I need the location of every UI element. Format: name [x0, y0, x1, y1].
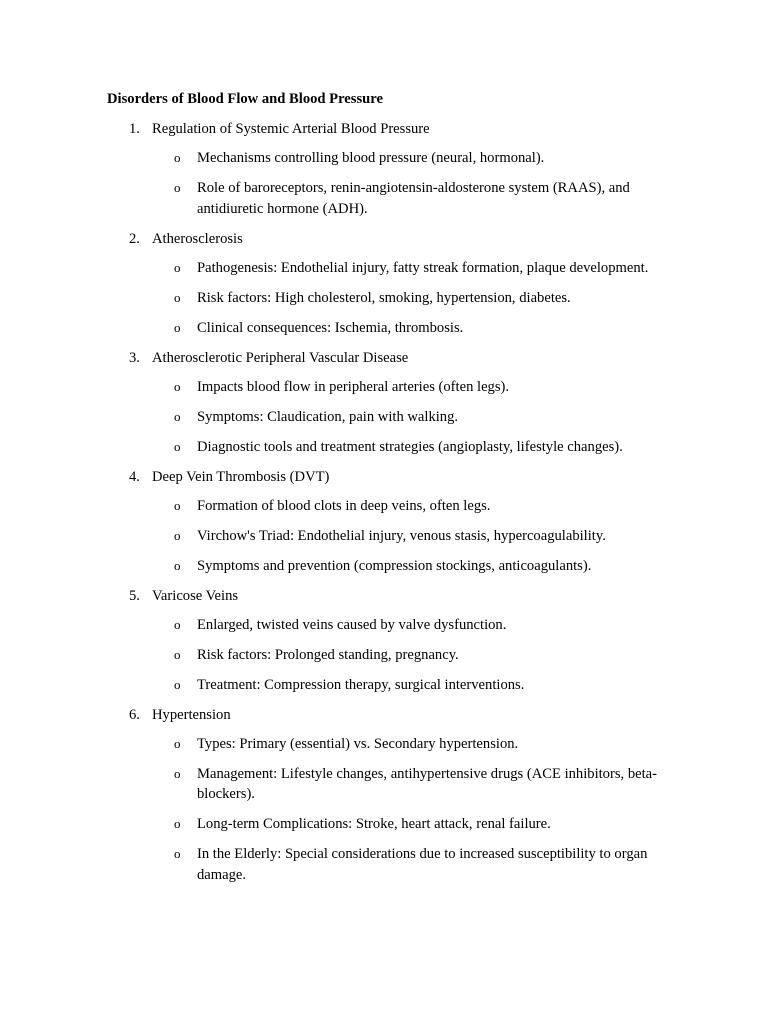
hollow-bullet-icon: o: [174, 646, 181, 662]
bullet-list: [107, 734, 667, 886]
list-section: [107, 119, 667, 219]
list-item-text: Long-term Complications: Stroke, heart attack, renal failure.: [197, 816, 551, 832]
list-item: [107, 675, 667, 696]
list-item: [107, 148, 667, 169]
bullet-list: [107, 496, 667, 577]
list-item: [107, 377, 667, 398]
hollow-bullet-icon: o: [174, 408, 181, 424]
list-item: [107, 844, 667, 885]
hollow-bullet-icon: o: [174, 816, 181, 831]
hollow-bullet-icon: o: [174, 527, 181, 543]
list-item-text: Management: Lifestyle changes, antihypertensive drugs (ACE inhibitors, beta-blockers).: [197, 765, 657, 802]
hollow-bullet-icon: o: [174, 765, 181, 781]
document-page: [107, 89, 667, 895]
section-heading: [107, 586, 667, 606]
list-section: [107, 348, 667, 458]
section-heading-text: Varicose Veins: [152, 587, 239, 604]
section-number: 2.: [129, 230, 140, 247]
section-number: 6.: [129, 706, 140, 723]
list-item: [107, 556, 667, 577]
list-item: [107, 437, 667, 458]
list-item: [107, 526, 667, 547]
hollow-bullet-icon: o: [174, 319, 181, 335]
section-heading-text: Atherosclerotic Peripheral Vascular Disease: [152, 349, 409, 366]
list-item-text: Treatment: Compression therapy, surgical interventions.: [197, 676, 525, 693]
list-item-text: Virchow's Triad: Endothelial injury, venous stasis, hypercoagulability.: [197, 527, 606, 544]
section-heading: [107, 705, 667, 725]
hollow-bullet-icon: o: [174, 735, 181, 751]
hollow-bullet-icon: o: [174, 846, 181, 861]
hollow-bullet-icon: o: [174, 289, 181, 305]
list-item: [107, 645, 667, 666]
list-section: [107, 586, 667, 696]
list-section: [107, 467, 667, 577]
list-item-text: Clinical consequences: Ischemia, thrombosis.: [197, 319, 464, 336]
list-item-text: Formation of blood clots in deep veins, often legs.: [197, 497, 491, 514]
list-item-text: Risk factors: Prolonged standing, pregnancy.: [197, 646, 459, 663]
section-list: [107, 119, 667, 885]
list-item: [107, 258, 667, 279]
hollow-bullet-icon: o: [174, 497, 181, 513]
hollow-bullet-icon: o: [174, 557, 181, 573]
section-heading-text: Deep Vein Thrombosis (DVT): [152, 468, 330, 485]
list-item-text: Impacts blood flow in peripheral arteries (often legs).: [197, 378, 510, 395]
hollow-bullet-icon: o: [174, 259, 181, 275]
list-item-text: Pathogenesis: Endothelial injury, fatty streak formation, plaque development.: [197, 259, 649, 276]
list-item: [107, 734, 667, 755]
list-section: [107, 229, 667, 339]
bullet-list: [107, 377, 667, 458]
section-heading: [107, 467, 667, 487]
hollow-bullet-icon: o: [174, 180, 181, 195]
list-item: [107, 496, 667, 517]
hollow-bullet-icon: o: [174, 676, 181, 692]
list-item: [107, 318, 667, 339]
section-number: 4.: [129, 468, 140, 485]
section-number: 1.: [129, 121, 140, 137]
section-number: 5.: [129, 587, 140, 604]
section-heading: [107, 119, 667, 139]
list-item-text: Risk factors: High cholesterol, smoking, hypertension, diabetes.: [197, 289, 571, 306]
list-item: [107, 764, 667, 805]
section-heading: [107, 229, 667, 249]
bullet-list: [107, 258, 667, 339]
list-item: [107, 615, 667, 636]
section-number: 3.: [129, 349, 140, 366]
section-heading-text: Atherosclerosis: [152, 230, 243, 247]
list-item: [107, 178, 667, 219]
list-item-text: Symptoms: Claudication, pain with walking.: [197, 408, 459, 425]
hollow-bullet-icon: o: [174, 150, 181, 165]
section-heading-text: Hypertension: [152, 706, 231, 723]
list-item-text: In the Elderly: Special considerations due to increased susceptibility to organ damage.: [197, 846, 648, 883]
hollow-bullet-icon: o: [174, 438, 181, 454]
document-title: Disorders of Blood Flow and Blood Pressure: [107, 91, 383, 107]
bullet-list: [107, 615, 667, 696]
section-heading: [107, 348, 667, 368]
list-section: [107, 705, 667, 886]
list-item-text: Diagnostic tools and treatment strategies (angioplasty, lifestyle changes).: [197, 438, 623, 455]
list-item-text: Types: Primary (essential) vs. Secondary hypertension.: [197, 735, 519, 752]
list-item: [107, 288, 667, 309]
hollow-bullet-icon: o: [174, 616, 181, 632]
bullet-list: [107, 148, 667, 219]
hollow-bullet-icon: o: [174, 378, 181, 394]
list-item-text: Enlarged, twisted veins caused by valve dysfunction.: [197, 616, 507, 633]
list-item-text: Symptoms and prevention (compression stockings, anticoagulants).: [197, 557, 592, 574]
section-heading-text: Regulation of Systemic Arterial Blood Pressure: [152, 121, 430, 137]
list-item-text: Mechanisms controlling blood pressure (neural, hormonal).: [197, 150, 545, 166]
list-item: [107, 814, 667, 835]
list-item: [107, 407, 667, 428]
list-item-text: Role of baroreceptors, renin-angiotensin-aldosterone system (RAAS), and antidiuretic hormone (ADH).: [197, 180, 630, 217]
